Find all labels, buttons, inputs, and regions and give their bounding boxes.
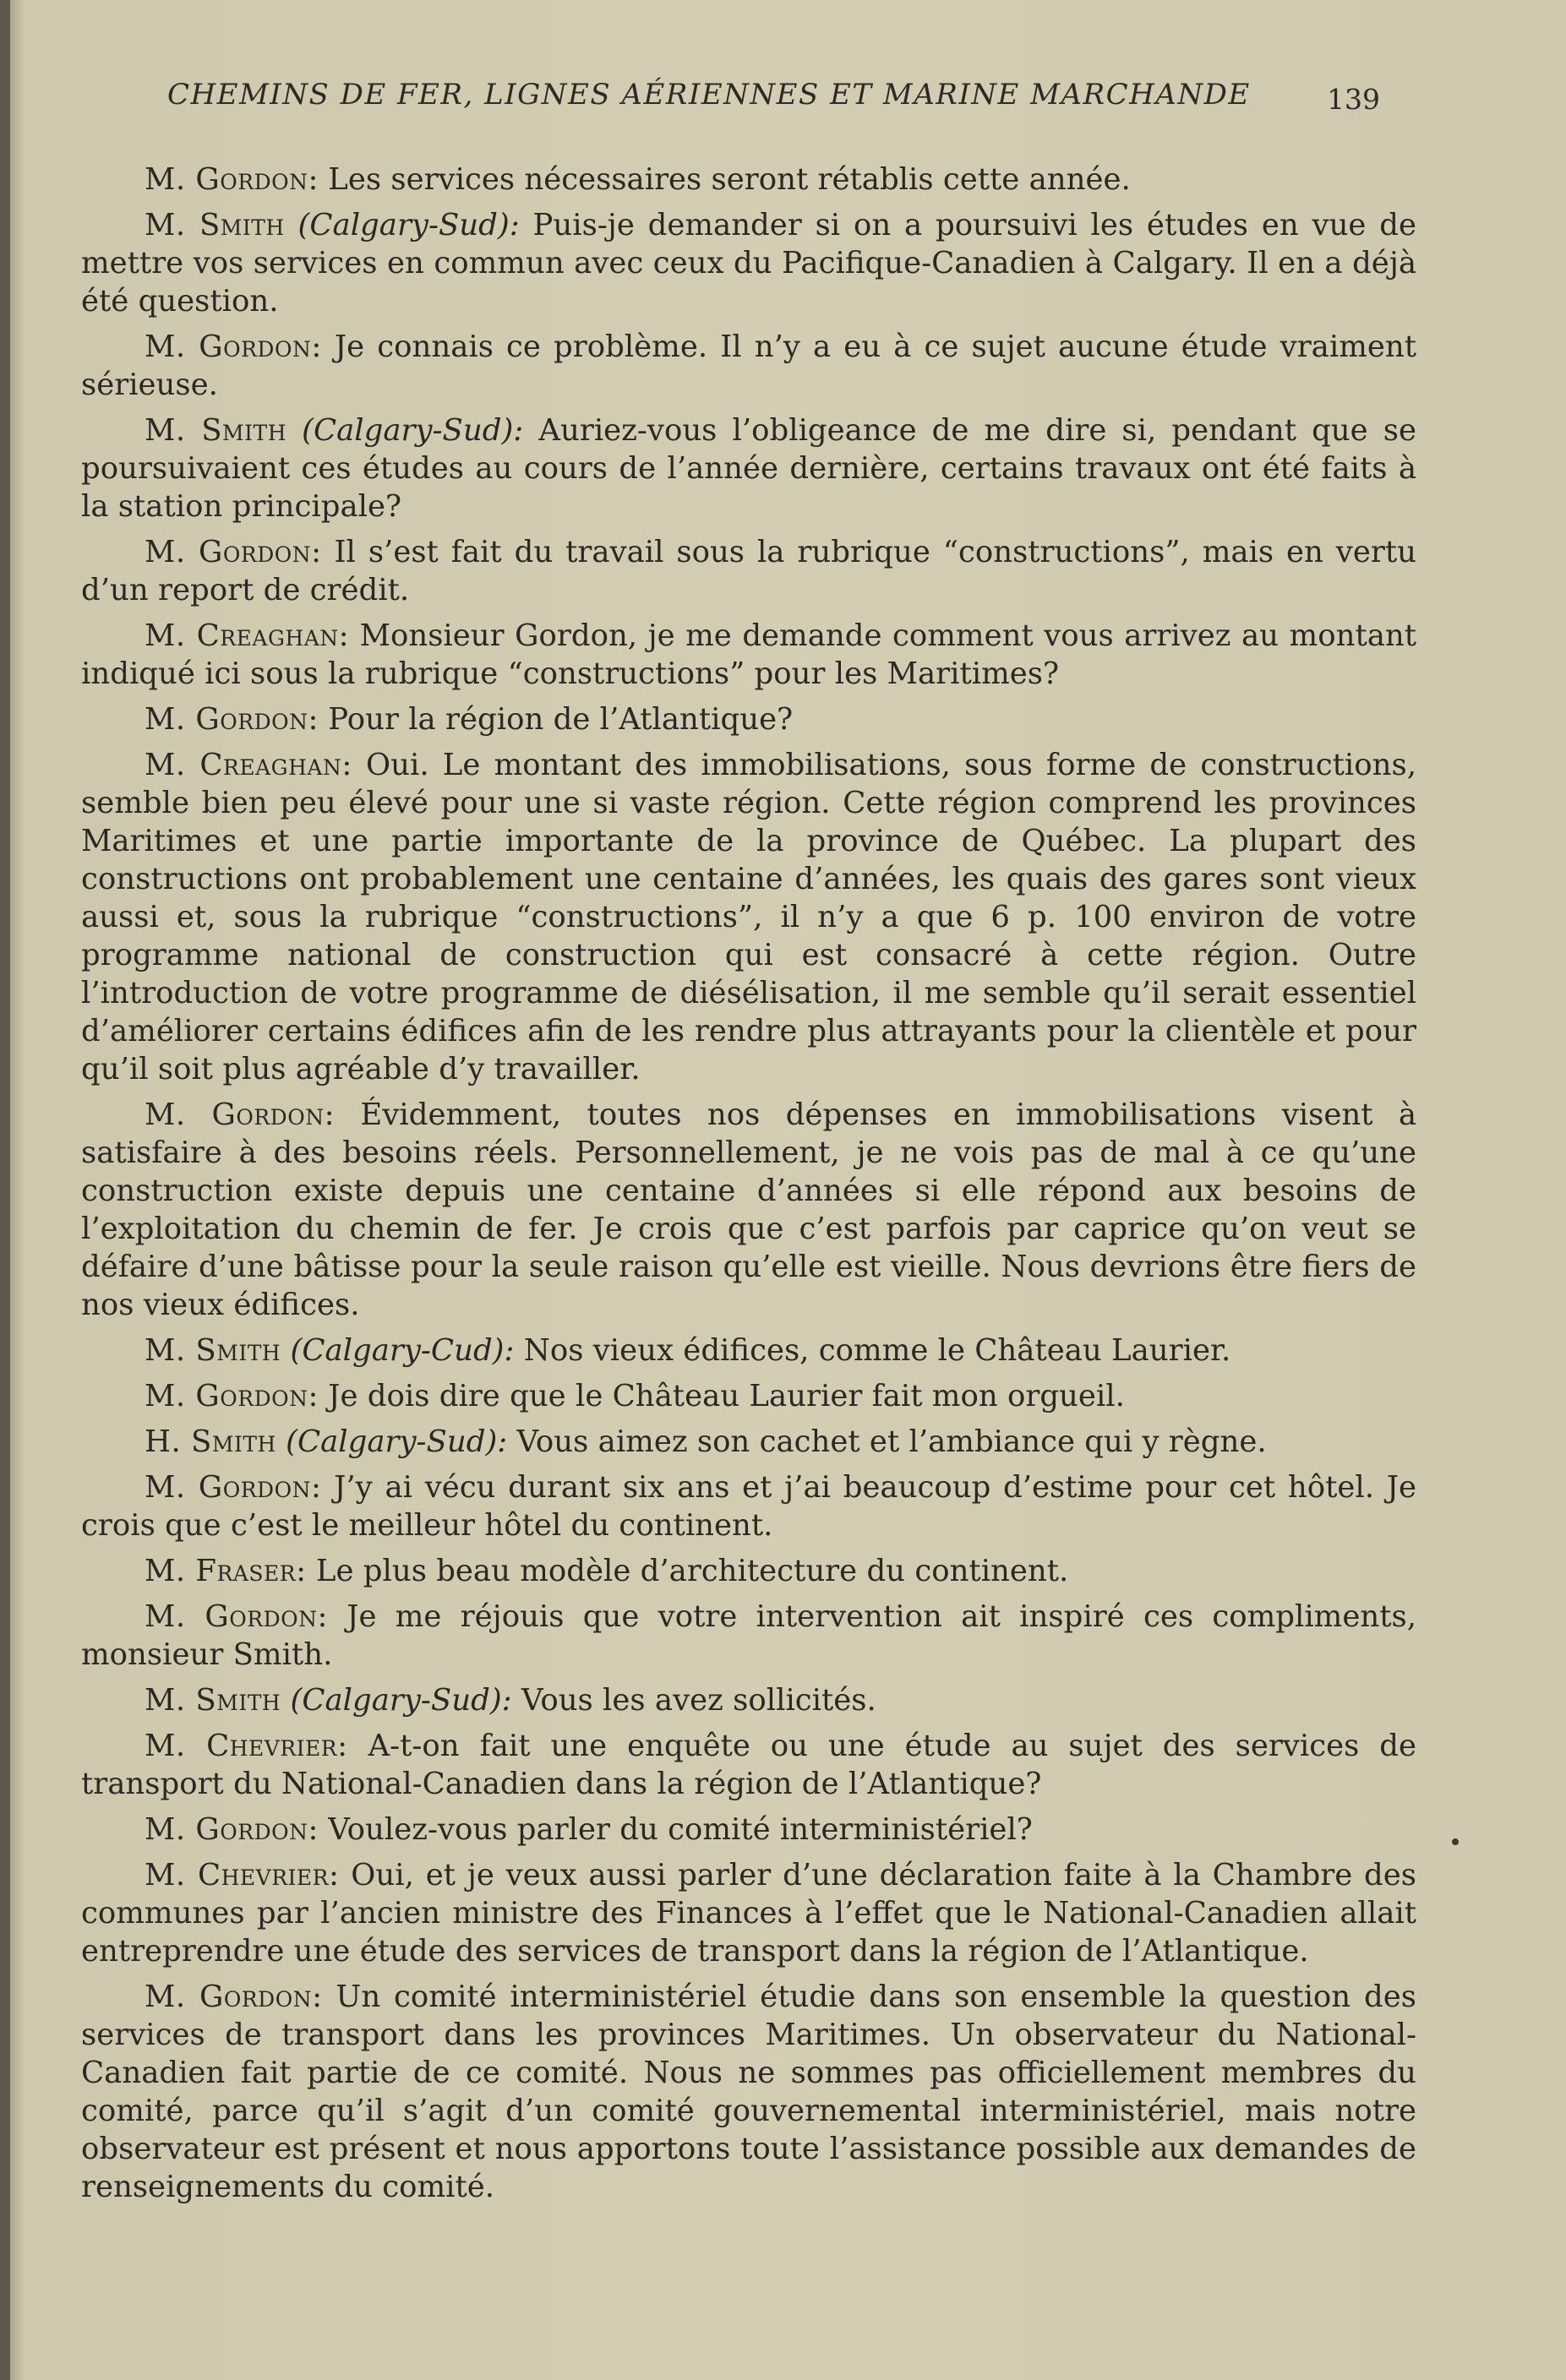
paragraph (81, 328, 1416, 404)
paragraph (81, 617, 1416, 693)
riding: (Calgary-Sud): (281, 1683, 512, 1718)
paragraph (81, 1856, 1416, 1970)
paragraph-text: Voulez-vous parler du comité interministériel? (318, 1812, 1033, 1847)
riding: (Calgary-Sud): (286, 413, 524, 448)
paragraph (81, 1978, 1416, 2206)
paragraph-text: Monsieur Gordon, je me demande comment vous arrivez au montant indiqué ici sous la rubrique “constructions” pour les Maritimes? (81, 618, 1417, 691)
speaker: M. Smith (145, 208, 285, 242)
page-number: 139 (1327, 83, 1380, 116)
paragraph (81, 206, 1416, 320)
paragraph-text: Vous les avez sollicités. (511, 1683, 876, 1718)
speaker: M. Gordon: (145, 702, 319, 737)
paragraph (81, 411, 1416, 526)
paragraph-text: Oui. Le montant des immobilisations, sous forme de constructions, semble bien peu élevé pour une si vaste région. Cette région comprend les provinces Maritimes et une partie importante de la province de Québec. La plupart des constructions ont probablement une centaine d’années, les quais des gares sont vieux aussi et, sous la rubrique “constructions”, il n’y a que 6 p. 100 environ de votre programme national de construction qui est consacré à cette région. Outre l’introduction de votre programme de diésélisation, il me semble qu’il serait essentiel d’améliorer certains édifices afin de les rendre plus attrayants pour la clientèle et pour qu’il soit plus agréable d’y travailler. (81, 748, 1416, 1087)
paragraph (81, 161, 1416, 199)
speaker: M. Gordon: (145, 1812, 319, 1847)
paragraph-text: Puis-je demander si on a poursuivi les études en vue de mettre vos services en commun avec ceux du Pacifique-Canadien à Calgary. Il en a déjà été question. (81, 208, 1416, 319)
paragraph (81, 1377, 1416, 1415)
speaker: M. Smith (145, 1333, 281, 1368)
speaker: M. Smith (145, 413, 286, 448)
speaker: M. Fraser: (145, 1554, 307, 1588)
speaker: M. Gordon: (145, 1599, 328, 1634)
paragraph-text: Je me réjouis que votre intervention ait inspiré ces compliments, monsieur Smith. (81, 1599, 1416, 1672)
paragraph-text: Il s’est fait du travail sous la rubrique “constructions”, mais en vertu d’un report de crédit. (81, 535, 1416, 607)
riding: (Calgary-Sud): (276, 1424, 508, 1459)
speaker: M. Creaghan: (145, 748, 352, 782)
paragraph (81, 1727, 1416, 1803)
speaker: M. Gordon: (145, 162, 319, 197)
paragraph-text: Évidemment, toutes nos dépenses en immobilisations visent à satisfaire à des besoins réels. Personnellement, je ne vois pas de mal à ce qu’une construction existe depuis une centaine d’années si elle répond aux besoins de l’exploitation du chemin de fer. Je crois que c’est parfois par caprice qu’on veut se défaire d’une bâtisse pour la seule raison qu’elle est vieille. Nous devrions être fiers de nos vieux édifices. (81, 1097, 1416, 1322)
speaker: M. Smith (145, 1683, 281, 1718)
book-spine-shadow (0, 0, 10, 2380)
speaker: M. Gordon: (145, 535, 322, 569)
running-header: CHEMINS DE FER, LIGNES AÉRIENNES ET MARINE MARCHANDE (167, 78, 1251, 112)
paragraph-text: Le plus beau modèle d’architecture du continent. (306, 1554, 1069, 1588)
paragraph (81, 1811, 1416, 1849)
paragraph (81, 1332, 1416, 1370)
paragraph-text: Oui, et je veux aussi parler d’une déclaration faite à la Chambre des communes par l’ancien ministre des Finances à l’effet que le National-Canadien allait entreprendre une étude des services de transport dans la région de l’Atlantique. (81, 1858, 1417, 1969)
speaker: M. Gordon: (145, 1379, 319, 1413)
speaker: M. Gordon: (145, 1980, 323, 2014)
paragraph (81, 1423, 1416, 1461)
paragraph-text: J’y ai vécu durant six ans et j’ai beaucoup d’estime pour cet hôtel. Je crois que c’est le meilleur hôtel du continent. (81, 1470, 1416, 1543)
paragraph-text: Je dois dire que le Château Laurier fait mon orgueil. (318, 1379, 1125, 1413)
transcript-body (81, 161, 1416, 2214)
paragraph-text: Un comité interministériel étudie dans son ensemble la question des services de transport dans les provinces Maritimes. Un observateur du National-Canadien fait partie de ce comité. Nous ne sommes pas officiellement membres du comité, parce qu’il s’agit d’un comité gouvernemental interministériel, mais notre observateur est présent et nous apportons toute l’assistance possible aux demandes de renseignements du comité. (81, 1980, 1416, 2204)
paragraph (81, 700, 1416, 738)
paragraph (81, 1552, 1416, 1590)
paper-blemish (1452, 1838, 1459, 1845)
paragraph (81, 1096, 1416, 1324)
paragraph-text: Vous aimez son cachet et l’ambiance qui y règne. (507, 1424, 1267, 1459)
riding: (Calgary-Cud): (281, 1333, 515, 1368)
speaker: M. Gordon: (145, 1470, 322, 1505)
paragraph (81, 1468, 1416, 1544)
paragraph-text: A-t-on fait une enquête ou une étude au sujet des services de transport du National-Canadien dans la région de l’Atlantique? (81, 1729, 1416, 1801)
speaker: M. Gordon: (145, 329, 322, 364)
speaker: M. Gordon: (145, 1097, 336, 1132)
speaker: M. Chevrier: (145, 1729, 348, 1763)
paragraph (81, 746, 1416, 1088)
speaker: M. Creaghan: (145, 618, 350, 653)
speaker: H. Smith (145, 1424, 276, 1459)
paragraph-text: Je connais ce problème. Il n’y a eu à ce sujet aucune étude vraiment sérieuse. (81, 329, 1416, 402)
paragraph (81, 533, 1416, 609)
paragraph-text: Les services nécessaires seront rétablis cette année. (318, 162, 1131, 197)
paragraph (81, 1598, 1416, 1674)
paragraph-text: Auriez-vous l’obligeance de me dire si, pendant que se poursuivaient ces études au cours de l’année dernière, certains travaux ont été faits à la station principale? (81, 413, 1416, 524)
speaker: M. Chevrier: (145, 1858, 340, 1893)
riding: (Calgary-Sud): (284, 208, 520, 242)
paragraph (81, 1681, 1416, 1719)
paragraph-text: Pour la région de l’Atlantique? (318, 702, 794, 737)
paragraph-text: Nos vieux édifices, comme le Château Laurier. (514, 1333, 1231, 1368)
